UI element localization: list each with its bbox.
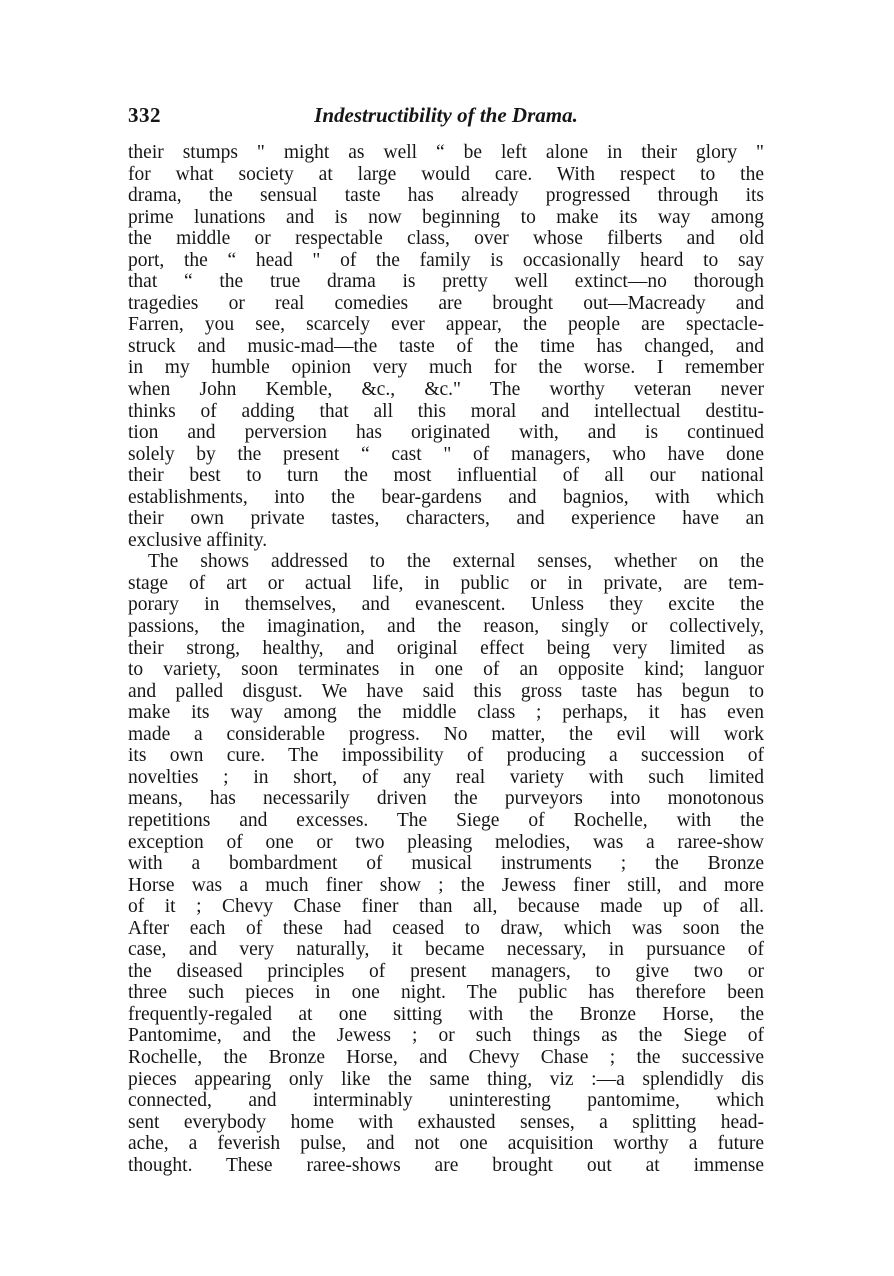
text-line: with a bombardment of musical instruments ; the Bronze [128, 853, 764, 875]
text-line: for what society at large would care. With respect to the [128, 163, 764, 185]
text-line: After each of these had ceased to draw, which was soon the [128, 917, 764, 939]
text-line: ache, a feverish pulse, and not one acquisition worthy a future [128, 1133, 764, 1155]
text-line: and palled disgust. We have said this gross taste has begun to [128, 680, 764, 702]
text-line: that “ the true drama is pretty well extinct—no thorough [128, 271, 764, 293]
text-line: establishments, into the bear-gardens and bagnios, with which [128, 486, 764, 508]
text-line: repetitions and excesses. The Siege of Rochelle, with the [128, 809, 764, 831]
text-line: port, the “ head " of the family is occasionally heard to say [128, 249, 764, 271]
text-line: tragedies or real comedies are brought out—Macready and [128, 292, 764, 314]
text-line: solely by the present “ cast " of managers, who have done [128, 443, 764, 465]
text-line: sent everybody home with exhausted senses, a splitting head- [128, 1111, 764, 1133]
body-text [128, 142, 764, 1176]
text-line: make its way among the middle class ; perhaps, it has even [128, 702, 764, 724]
paragraph-start-line: The shows addressed to the external senses, whether on the [148, 551, 764, 573]
text-line: novelties ; in short, of any real variety with such limited [128, 766, 764, 788]
text-line: prime lunations and is now beginning to make its way among [128, 206, 764, 228]
text-line: three such pieces in one night. The public has therefore been [128, 982, 764, 1004]
text-line: their best to turn the most influential of all our national [128, 465, 764, 487]
text-line: passions, the imagination, and the reason, singly or collectively, [128, 616, 764, 638]
text-line: their stumps " might as well “ be left alone in their glory " [128, 142, 764, 163]
text-line: drama, the sensual taste has already progressed through its [128, 185, 764, 207]
text-line: made a considerable progress. No matter, the evil will work [128, 723, 764, 745]
text-line: Horse was a much finer show ; the Jewess finer still, and more [128, 874, 764, 896]
text-line: exception of one or two pleasing melodies, was a raree-show [128, 831, 764, 853]
text-line: tion and perversion has originated with, and is continued [128, 422, 764, 444]
text-line: porary in themselves, and evanescent. Unless they excite the [128, 594, 764, 616]
text-line: means, has necessarily driven the purveyors into monotonous [128, 788, 764, 810]
text-line: thinks of adding that all this moral and intellectual destitu- [128, 400, 764, 422]
text-line: case, and very naturally, it became necessary, in pursuance of [128, 939, 764, 961]
text-line: Rochelle, the Bronze Horse, and Chevy Chase ; the successive [128, 1046, 764, 1068]
text-line: the middle or respectable class, over whose filberts and old [128, 228, 764, 250]
text-line: stage of art or actual life, in public or in private, are tem- [128, 572, 764, 594]
text-line: Farren, you see, scarcely ever appear, the people are spectacle- [128, 314, 764, 336]
text-line: in my humble opinion very much for the worse. I remember [128, 357, 764, 379]
text-line: thought. These raree-shows are brought out at immense [128, 1154, 764, 1176]
paragraph-end-line: exclusive affinity. [128, 529, 268, 551]
text-line: of it ; Chevy Chase finer than all, because made up of all. [128, 896, 764, 918]
text-line: their strong, healthy, and original effect being very limited as [128, 637, 764, 659]
text-line: pieces appearing only like the same thing, viz :—a splendidly dis [128, 1068, 764, 1090]
text-line: Pantomime, and the Jewess ; or such things as the Siege of [128, 1025, 764, 1047]
page-header [128, 103, 764, 135]
text-line: its own cure. The impossibility of producing a succession of [128, 745, 764, 767]
text-line: their own private tastes, characters, and experience have an [128, 508, 764, 530]
running-title: Indestructibility of the Drama. [314, 103, 578, 127]
text-line: when John Kemble, &c., &c." The worthy veteran never [128, 379, 764, 401]
text-line: frequently-regaled at one sitting with the Bronze Horse, the [128, 1003, 764, 1025]
text-line: struck and music-mad—the taste of the time has changed, and [128, 335, 764, 357]
text-line: connected, and interminably uninteresting pantomime, which [128, 1090, 764, 1112]
text-line: the diseased principles of present managers, to give two or [128, 960, 764, 982]
page-number: 332 [128, 103, 161, 127]
text-line: to variety, soon terminates in one of an opposite kind; languor [128, 659, 764, 681]
